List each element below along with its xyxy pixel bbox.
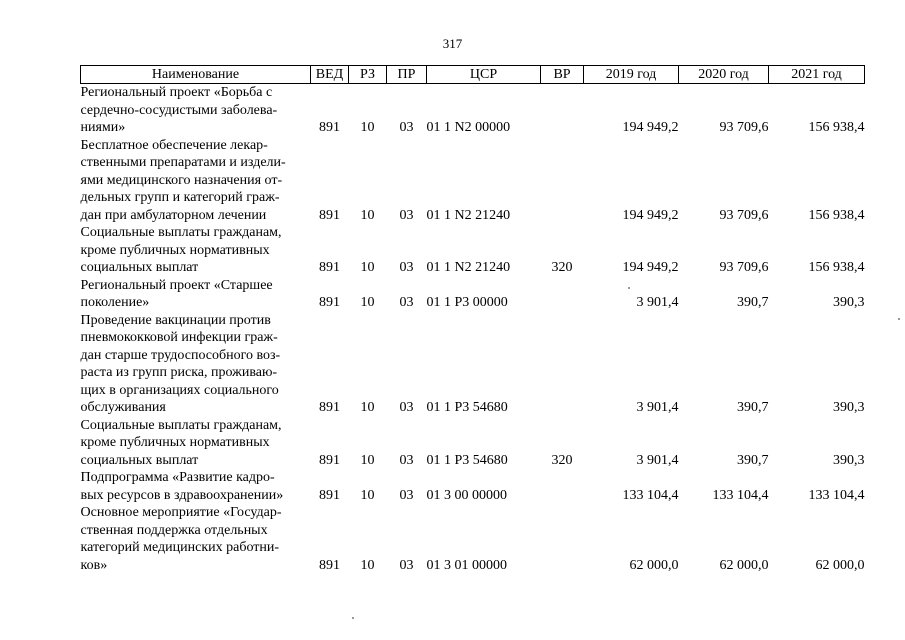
table-row [81, 469, 865, 504]
cell-name-line: Проведение вакцинации против [80, 312, 271, 328]
table-row [81, 312, 865, 417]
header-2021: 2021 год [769, 66, 865, 84]
cell-2021: 156 938,4 [808, 120, 865, 135]
cell-name-line: раста из групп риска, проживаю- [80, 365, 278, 380]
cell-rz: 10 [360, 487, 375, 503]
cell-2020: 93 709,6 [719, 260, 769, 275]
cell-2021: 156 938,4 [808, 207, 865, 223]
cell-rz: 10 [360, 295, 375, 310]
cell-csr: 01 1 P3 00000 [426, 295, 508, 310]
cell-pr: 03 [399, 400, 414, 415]
cell-pr: 03 [399, 295, 414, 310]
cell-csr: 01 1 P3 54680 [426, 400, 508, 415]
cell-name [81, 504, 311, 574]
cell-name-line: дельных групп и категорий граж- [80, 190, 280, 205]
cell-2020: 133 104,4 [712, 487, 769, 503]
cell-name-line: ственными препаратами и издели- [80, 155, 286, 170]
cell-vr [541, 277, 584, 312]
cell-csr: 01 1 N2 00000 [426, 120, 511, 135]
cell-2019: 3 901,4 [636, 400, 679, 415]
cell-ved: 891 [319, 260, 340, 275]
cell-2021: 390,3 [833, 400, 865, 415]
cell-2020: 93 709,6 [719, 207, 769, 223]
cell-csr: 01 3 00 00000 [426, 487, 507, 503]
budget-table [80, 65, 865, 574]
cell-pr: 03 [399, 207, 414, 223]
cell-pr: 03 [399, 260, 414, 275]
cell-name [81, 469, 311, 504]
cell-name-line: поколение» [80, 295, 150, 310]
header-vr: ВР [541, 66, 584, 84]
cell-name-line: кроме публичных нормативных [80, 242, 270, 258]
cell-2020: 62 000,0 [719, 557, 769, 573]
header-2020: 2020 год [679, 66, 769, 84]
cell-name-line: Основное мероприятие «Государ- [80, 505, 282, 520]
cell-name-line: ственная поддержка отдельных [80, 522, 268, 538]
table-row [81, 504, 865, 574]
cell-ved: 891 [319, 295, 340, 310]
cell-rz: 10 [360, 207, 375, 223]
cell-rz: 10 [360, 557, 375, 573]
cell-name-line: ков» [80, 557, 108, 573]
cell-name-line: социальных выплат [80, 260, 199, 275]
table-header-row [81, 66, 865, 84]
cell-2019: 194 949,2 [622, 120, 679, 135]
cell-name-line: Региональный проект «Борьба с [80, 85, 273, 100]
scan-speck [898, 318, 900, 320]
cell-2020: 390,7 [737, 452, 769, 468]
cell-rz: 10 [360, 260, 375, 275]
cell-2021: 156 938,4 [808, 260, 865, 275]
cell-rz: 10 [360, 120, 375, 135]
cell-name-line: ями медицинского назначения от- [80, 172, 283, 188]
cell-pr: 03 [399, 487, 414, 503]
table-row [81, 277, 865, 312]
cell-2021: 62 000,0 [815, 557, 865, 573]
cell-name-line: Социальные выплаты гражданам, [80, 417, 282, 433]
header-ved: ВЕД [311, 66, 349, 84]
scan-speck [628, 287, 630, 289]
cell-vr [541, 469, 584, 504]
cell-name-line: Подпрограмма «Развитие кадро- [80, 470, 275, 485]
cell-name [81, 84, 311, 137]
cell-ved: 891 [319, 400, 340, 415]
cell-vr: 320 [551, 452, 573, 468]
cell-2019: 194 949,2 [622, 207, 679, 223]
cell-name-line: пневмококковой инфекции граж- [80, 330, 278, 345]
cell-name [81, 417, 311, 470]
scan-speck [352, 617, 354, 619]
cell-2021: 390,3 [833, 295, 865, 310]
cell-csr: 01 1 N2 21240 [426, 207, 511, 223]
cell-name-line: категорий медицинских работни- [80, 540, 280, 555]
cell-name-line: дан старше трудоспособного воз- [80, 347, 281, 363]
cell-2021: 133 104,4 [808, 487, 865, 503]
cell-ved: 891 [319, 557, 340, 573]
header-name: Наименование [81, 66, 311, 84]
cell-name-line: Бесплатное обеспечение лекар- [80, 137, 268, 153]
cell-2019: 194 949,2 [622, 260, 679, 275]
cell-2021: 390,3 [833, 452, 865, 468]
cell-2019: 133 104,4 [622, 487, 679, 503]
cell-vr [541, 137, 584, 225]
cell-vr: 320 [551, 260, 573, 275]
cell-name-line: обслуживания [80, 400, 166, 415]
cell-name-line: вых ресурсов в здравоохранении» [80, 487, 284, 503]
header-csr: ЦСР [427, 66, 541, 84]
cell-name-line: ниями» [80, 120, 126, 135]
cell-name-line: кроме публичных нормативных [80, 435, 270, 450]
cell-vr [541, 84, 584, 137]
cell-vr [541, 312, 584, 417]
table-row [81, 137, 865, 225]
cell-ved: 891 [319, 452, 340, 468]
table-row [81, 224, 865, 277]
header-rz: РЗ [349, 66, 387, 84]
page-number: 317 [442, 36, 463, 51]
cell-name-line: Региональный проект «Старшее [80, 277, 273, 293]
cell-pr: 03 [399, 452, 414, 468]
cell-name-line: сердечно-сосудистыми заболева- [80, 102, 278, 118]
header-pr: ПР [387, 66, 427, 84]
cell-2019: 3 901,4 [636, 452, 679, 468]
cell-ved: 891 [319, 120, 340, 135]
cell-csr: 01 1 N2 21240 [426, 260, 511, 275]
cell-2020: 93 709,6 [719, 120, 769, 135]
cell-ved: 891 [319, 207, 340, 223]
cell-name-line: дан при амбулаторном лечении [80, 207, 267, 223]
cell-name-line: щих в организациях социального [80, 382, 279, 398]
cell-rz: 10 [360, 400, 375, 415]
cell-rz: 10 [360, 452, 375, 468]
table-body [81, 84, 865, 575]
cell-csr: 01 1 P3 54680 [426, 452, 508, 468]
table-row [81, 417, 865, 470]
cell-2020: 390,7 [737, 400, 769, 415]
cell-vr [541, 504, 584, 574]
header-2019: 2019 год [584, 66, 679, 84]
cell-name [81, 277, 311, 312]
cell-csr: 01 3 01 00000 [426, 557, 507, 573]
table-row [81, 84, 865, 137]
cell-name [81, 312, 311, 417]
cell-pr: 03 [399, 557, 414, 573]
cell-name [81, 137, 311, 225]
cell-2019: 3 901,4 [636, 295, 679, 310]
cell-name-line: социальных выплат [80, 452, 199, 468]
cell-2019: 62 000,0 [629, 557, 679, 573]
cell-pr: 03 [399, 120, 414, 135]
cell-name-line: Социальные выплаты гражданам, [80, 225, 282, 240]
cell-ved: 891 [319, 487, 340, 503]
cell-2020: 390,7 [737, 295, 769, 310]
cell-name [81, 224, 311, 277]
